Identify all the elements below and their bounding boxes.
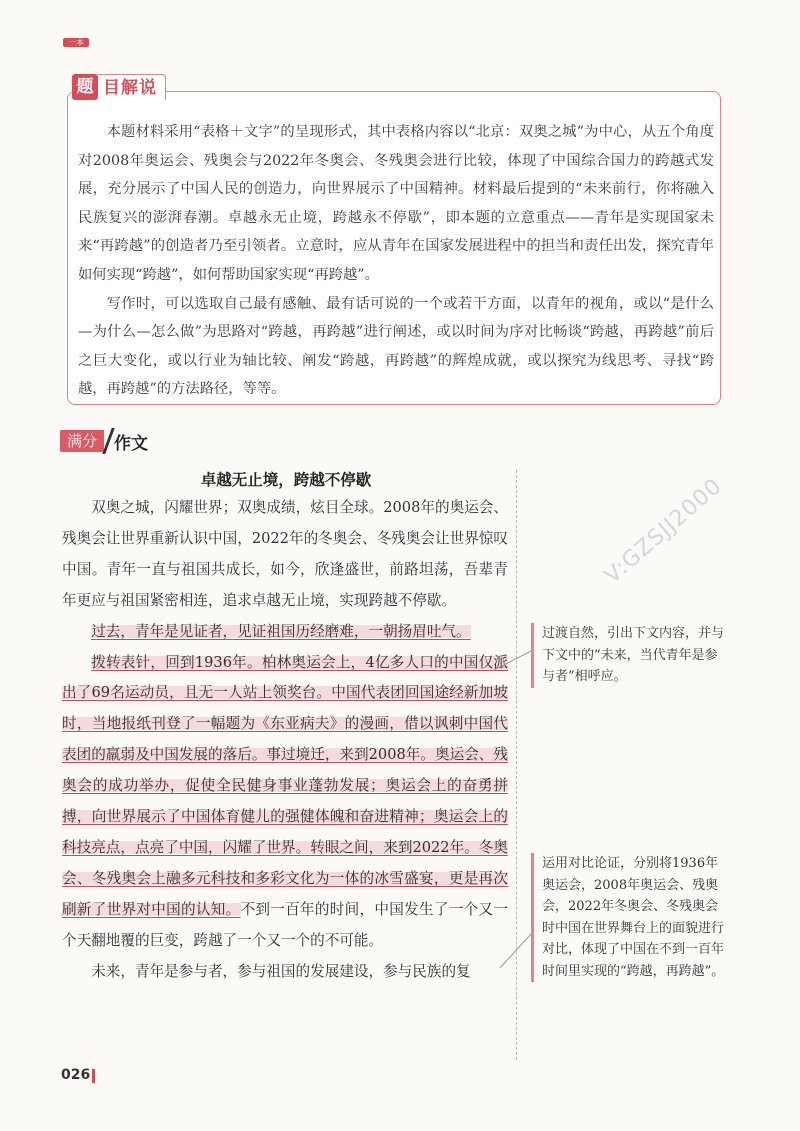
header-mark: 一本 bbox=[63, 38, 89, 47]
analysis-paragraph-2: 写作时，可以选取自己最有感触、最有话可说的一个或若干方面，以青年的视角，或以“是什么—为什么—怎么做”为思路对“跨越，再跨越”进行阐述，或以时间为序对比畅谈“跨越，再跨越”前后之巨大变化，或以行业为轴比较、阐发“跨越，再跨越”的辉煌成就，或以探究为线思考、寻找“跨越，再跨越”的方法路径，等等。 bbox=[78, 295, 714, 398]
full-score-word: 作文 bbox=[114, 433, 149, 454]
essay-paragraph-3-tail: 不到一百年的时间，中国发生了一个又一个天翻地覆的巨变，跨越了一个又一个的不可能。 bbox=[62, 900, 508, 949]
annotation-note-2: 运用对比论证，分别将1936年奥运会，2008年奥运会、残奥会，2022年冬奥会、冬残奥会时中国在世界舞台上的面貌进行对比，体现了中国在不到一百年时间里实现的“跨越，再跨越”。 bbox=[531, 853, 727, 982]
page-number: 026 bbox=[61, 1067, 91, 1083]
analysis-tag-label: 目解说 bbox=[98, 74, 166, 100]
essay-paragraph-1: 双奥之城，闪耀世界；双奥成绩，炫目全球。2008年的奥运会、残奥会让世界重新认识中国，2022年的冬奥会、冬残奥会让世界惊叹中国。青年一直与祖国共成长，如今，欣逢盛世，前路坦荡，吾辈青年更应与祖国紧密相连，追求卓越无止境，实现跨越不停歇。 bbox=[62, 499, 508, 609]
analysis-tag-icon: 题 bbox=[72, 74, 98, 100]
full-score-badge: 满分 bbox=[60, 430, 104, 452]
annotation-note-1: 过渡自然，引出下文内容，并与下文中的“未来，当代青年是参与者”相呼应。 bbox=[531, 623, 727, 688]
essay-paragraph-4: 未来，青年是参与者，参与祖国的发展建设，参与民族的复 bbox=[91, 962, 471, 980]
page-number-bar bbox=[92, 1069, 95, 1083]
watermark: V:GZSJJ2000 bbox=[600, 473, 728, 589]
essay-highlight-1: 过去，青年是见证者，见证祖国历经磨难，一朝扬眉吐气。 bbox=[91, 622, 471, 640]
essay-highlight-2: 拨转表针，回到1936年。柏林奥运会上，4亿多人口的中国仅派出了69名运动员，且无一人站上领奖台。中国代表团回国途经新加坡时，当地报纸刊登了一幅题为《东亚病夫》的漫画，借以讽刺中国代表团的羸弱及中国发展的落后。事过境迁，来到2008年。奥运会、残奥会的成功举办，促使全民健身事业蓬勃发展；奥运会上的奋勇拼搏，向世界展示了中国体育健儿的强健体魄和奋进精神；奥运会上的科技亮点，点亮了中国，闪耀了世界。转眼之间，来到2022年。冬奥会、冬残奥会上融多元科技和多彩文化为一体的冰雪盛宴，更是再次刷新了世界对中国的认知。 bbox=[62, 653, 508, 918]
connector-line-2 bbox=[500, 934, 531, 968]
analysis-paragraph-1: 本题材料采用“表格＋文字”的呈现形式，其中表格内容以“北京：双奥之城”为中心，从五个角度对2008年奥运会、残奥会与2022年冬奥会、冬残奥会进行比较，体现了中国综合国力的跨越式发展，充分展示了中国人民的创造力，向世界展示了中国精神。材料最后提到的“未来前行，你将融入民族复兴的澎湃春潮。卓越永无止境，跨越永不停歇”，即本题的立意重点——青年是实现国家未来“再跨越”的创造者乃至引领者。立意时，应从青年在国家发展进程中的担当和责任出发，探究青年如何实现“跨越”，如何帮助国家实现“再跨越”。 bbox=[78, 124, 714, 283]
connector-line-1 bbox=[492, 651, 531, 671]
essay-title: 卓越无止境，跨越不停歇 bbox=[200, 471, 372, 489]
